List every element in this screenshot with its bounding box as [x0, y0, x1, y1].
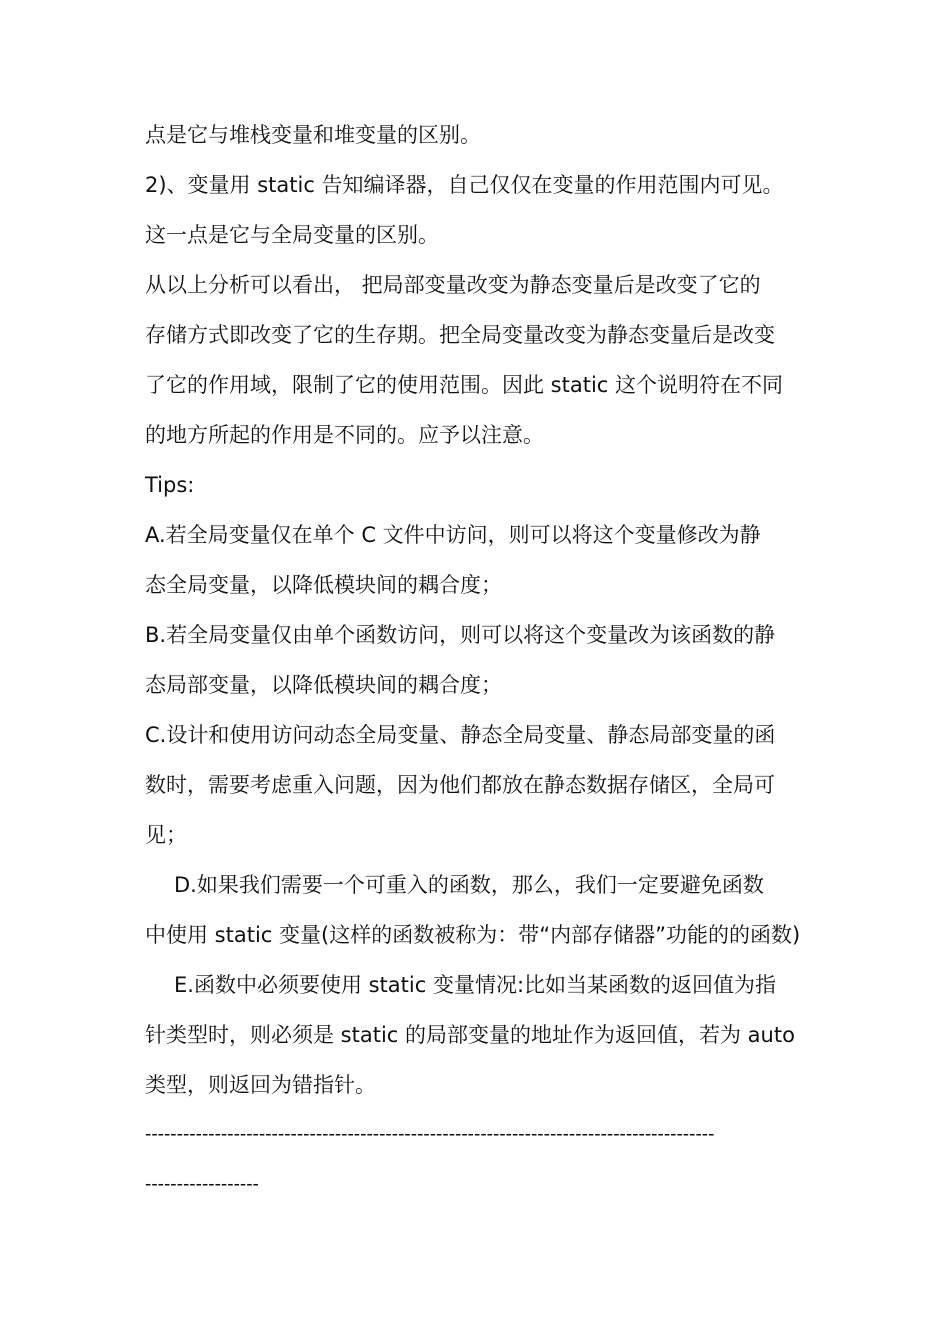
tip-c-line: 见； — [145, 823, 187, 847]
text-line: 的地方所起的作用是不同的。应予以注意。 — [145, 423, 544, 447]
text-line: 了它的作用域，限制了它的使用范围。因此 static 这个说明符在不同 — [145, 373, 784, 397]
tip-a-line: A.若全局变量仅在单个 C 文件中访问，则可以将这个变量修改为静 — [145, 523, 761, 547]
document-body — [145, 110, 810, 1210]
text-line: 这一点是它与全局变量的区别。 — [145, 223, 439, 247]
text-line: 存储方式即改变了它的生存期。把全局变量改变为静态变量后是改变 — [145, 323, 775, 347]
tip-c-line: 数时，需要考虑重入问题，因为他们都放在静态数据存储区，全局可 — [145, 773, 775, 797]
tip-e-line: E.函数中必须要使用 static 变量情况:比如当某函数的返回值为指 — [174, 973, 777, 997]
tip-b-line: 态局部变量，以降低模块间的耦合度； — [145, 673, 502, 697]
tip-c-line: C.设计和使用访问动态全局变量、静态全局变量、静态局部变量的函 — [145, 723, 776, 747]
tip-d-line: D.如果我们需要一个可重入的函数，那么，我们一定要避免函数 — [174, 873, 764, 897]
tips-heading: Tips: — [145, 473, 195, 497]
tip-d-line: 中使用 static 变量(这样的函数被称为：带“内部存储器”功能的的函数) — [145, 923, 801, 947]
text-line: 从以上分析可以看出， 把局部变量改变为静态变量后是改变了它的 — [145, 273, 761, 297]
text-line: 点是它与堆栈变量和堆变量的区别。 — [145, 123, 481, 147]
tip-b-line: B.若全局变量仅由单个函数访问，则可以将这个变量改为该函数的静 — [145, 623, 776, 647]
dashed-separator: ------------------------------------------------------------------------------------------ — [145, 1124, 715, 1145]
tip-e-line: 类型，则返回为错指针。 — [145, 1073, 376, 1097]
text-line: 2)、变量用 static 告知编译器，自己仅仅在变量的作用范围内可见。 — [145, 173, 784, 197]
tip-a-line: 态全局变量，以降低模块间的耦合度； — [145, 573, 502, 597]
dashed-separator: ------------------ — [145, 1174, 259, 1195]
tip-e-line: 针类型时，则必须是 static 的局部变量的地址作为返回值，若为 auto — [145, 1023, 795, 1047]
